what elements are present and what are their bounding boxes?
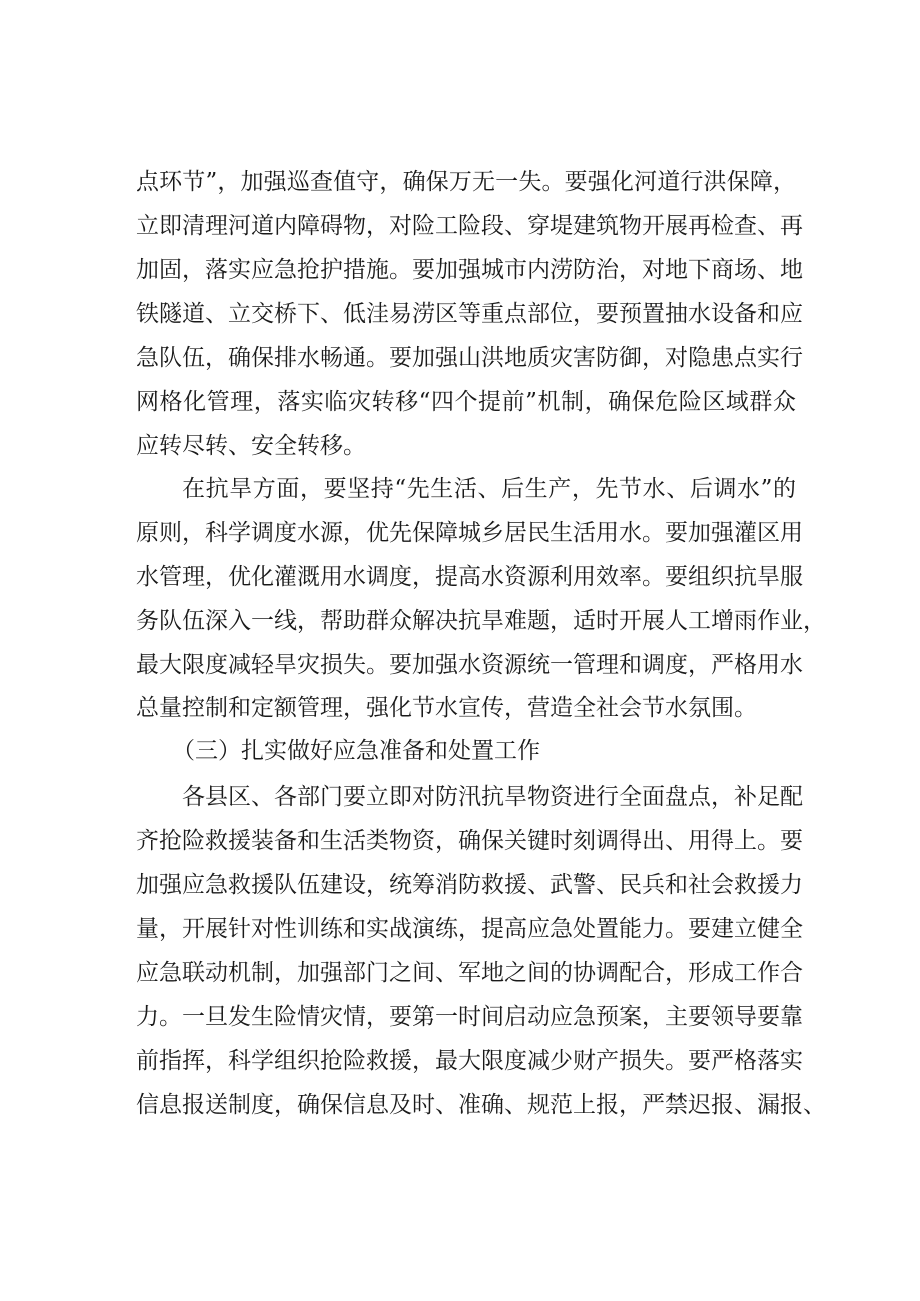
paragraph-line: 应转尽转、安全转移。	[136, 433, 366, 459]
paragraph-line: 原则，科学调度水源，优先保障城乡居民生活用水。要加强灌区用	[136, 520, 803, 546]
paragraph-line: 急队伍，确保排水畅通。要加强山洪地质灾害防御，对隐患点实行	[136, 345, 803, 371]
paragraph-line: 加强应急救援队伍建设，统筹消防救援、武警、民兵和社会救援力	[136, 872, 803, 898]
paragraph-line: 铁隧道、立交桥下、低洼易涝区等重点部位，要预置抽水设备和应	[136, 301, 803, 327]
paragraph-line: 水管理，优化灌溉用水调度，提高水资源利用效率。要组织抗旱服	[136, 564, 803, 590]
paragraph-line: 应急联动机制，加强部门之间、军地之间的协调配合，形成工作合	[136, 960, 803, 986]
paragraph-line: 加固，落实应急抢护措施。要加强城市内涝防治，对地下商场、地	[136, 257, 803, 283]
paragraph-line: 立即清理河道内障碍物，对险工险段、穿堤建筑物开展再检查、再	[136, 213, 803, 239]
paragraph-line: 齐抢险救援装备和生活类物资，确保关键时刻调得出、用得上。要	[136, 828, 803, 854]
section-heading: （三）扎实做好应急准备和处置工作	[172, 738, 540, 764]
paragraph-line: 各县区、各部门要立即对防汛抗旱物资进行全面盘点，补足配	[182, 784, 803, 810]
paragraph-line: 网格化管理，落实临灾转移“四个提前”机制，确保危险区域群众	[136, 389, 796, 415]
paragraph-line: 务队伍深入一线，帮助群众解决抗旱难题，适时开展人工增雨作业，	[136, 608, 826, 634]
paragraph-line: 量，开展针对性训练和实战演练，提高应急处置能力。要建立健全	[136, 916, 803, 942]
paragraph-line: 在抗旱方面，要坚持“先生活、后生产，先节水、后调水”的	[182, 476, 796, 502]
paragraph-line: 前指挥，科学组织抢险救援，最大限度减少财产损失。要严格落实	[136, 1048, 803, 1074]
paragraph-line: 最大限度减轻旱灾损失。要加强水资源统一管理和调度，严格用水	[136, 652, 803, 678]
paragraph-line: 信息报送制度，确保信息及时、准确、规范上报，严禁迟报、漏报、	[136, 1092, 826, 1118]
paragraph-line: 点环节”，加强巡查值守，确保万无一失。要强化河道行洪保障，	[136, 169, 796, 195]
paragraph-line: 总量控制和定额管理，强化节水宣传，营造全社会节水氛围。	[136, 695, 757, 721]
paragraph-line: 力。一旦发生险情灾情，要第一时间启动应急预案，主要领导要靠	[136, 1004, 803, 1030]
